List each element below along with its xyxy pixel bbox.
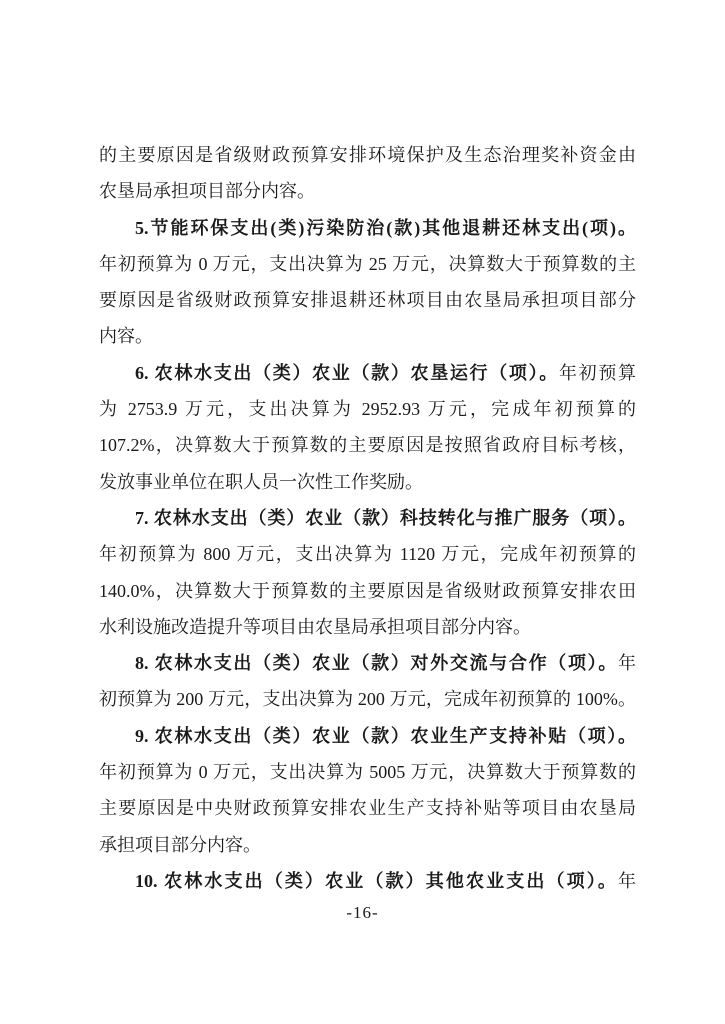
item-heading-segment: 6. 农林水支出（类）农业（款）农垦运行（项）。 (135, 362, 559, 383)
text-segment: 承担项目部分内容。 (99, 834, 261, 855)
item-heading-segment: 5.节能环保支出(类)污染防治(款)其他退耕还林支出(项)。 (135, 217, 636, 238)
text-line (99, 464, 636, 500)
text-segment: 初预算为 200 万元，支出决算为 200 万元，完成年初预算的 100%。 (99, 689, 636, 710)
text-line (99, 500, 636, 536)
text-line (99, 427, 636, 463)
text-line (99, 318, 636, 354)
text-line (99, 863, 636, 899)
text-segment: 140.0%，决算数大于预算数的主要原因是省级财政预算安排农田 (99, 580, 636, 601)
text-segment: 年 (618, 653, 636, 674)
text-line (99, 645, 636, 681)
page-footer (0, 901, 725, 925)
text-line (99, 573, 636, 609)
text-line (99, 246, 636, 282)
text-segment: 内容。 (99, 326, 153, 347)
text-line (99, 173, 636, 209)
text-segment: 农垦局承担项目部分内容。 (99, 181, 315, 202)
page-number: -16- (346, 903, 379, 922)
text-segment: 年初预算 (558, 362, 637, 383)
text-line (99, 827, 636, 863)
text-line (99, 137, 636, 173)
text-segment: 107.2%，决算数大于预算数的主要原因是按照省政府目标考核， (99, 435, 636, 456)
text-segment: 年初预算为 0 万元，支出决算为 25 万元，决算数大于预算数的主 (99, 253, 636, 274)
item-heading-segment: 7. 农林水支出（类）农业（款）科技转化与推广服务（项）。 (135, 507, 636, 528)
text-segment: 年初预算为 800 万元，支出决算为 1120 万元，完成年初预算的 (99, 544, 636, 565)
text-line (99, 355, 636, 391)
text-line (99, 282, 636, 318)
text-segment: 的主要原因是省级财政预算安排环境保护及生态治理奖补资金由 (99, 145, 636, 165)
text-line (99, 754, 636, 790)
text-segment: 主要原因是中央财政预算安排农业生产支持补贴等项目由农垦局 (99, 798, 636, 819)
text-line (99, 391, 636, 427)
item-heading-segment: 9. 农林水支出（类）农业（款）农业生产支持补贴（项）。 (135, 725, 636, 746)
text-line (99, 609, 636, 645)
item-heading-segment: 8. 农林水支出（类）农业（款）对外交流与合作（项）。 (135, 653, 618, 674)
text-line (99, 536, 636, 572)
text-line (99, 210, 636, 246)
text-segment: 年 (618, 870, 636, 891)
item-heading-segment: 10. 农林水支出（类）农业（款）其他农业支出（项）。 (135, 870, 618, 891)
text-segment: 发放事业单位在职人员一次性工作奖励。 (99, 471, 423, 492)
text-segment: 要原因是省级财政预算安排退耕还林项目由农垦局承担项目部分 (99, 290, 636, 311)
text-segment: 水利设施改造提升等项目由农垦局承担项目部分内容。 (99, 616, 531, 637)
text-segment: 年初预算为 0 万元，支出决算为 5005 万元，决算数大于预算数的 (99, 762, 636, 783)
document-body (99, 137, 636, 899)
text-line (99, 790, 636, 826)
text-line (99, 718, 636, 754)
text-segment: 为 2753.9 万元，支出决算为 2952.93 万元，完成年初预算的 (99, 399, 636, 420)
text-line (99, 681, 636, 717)
